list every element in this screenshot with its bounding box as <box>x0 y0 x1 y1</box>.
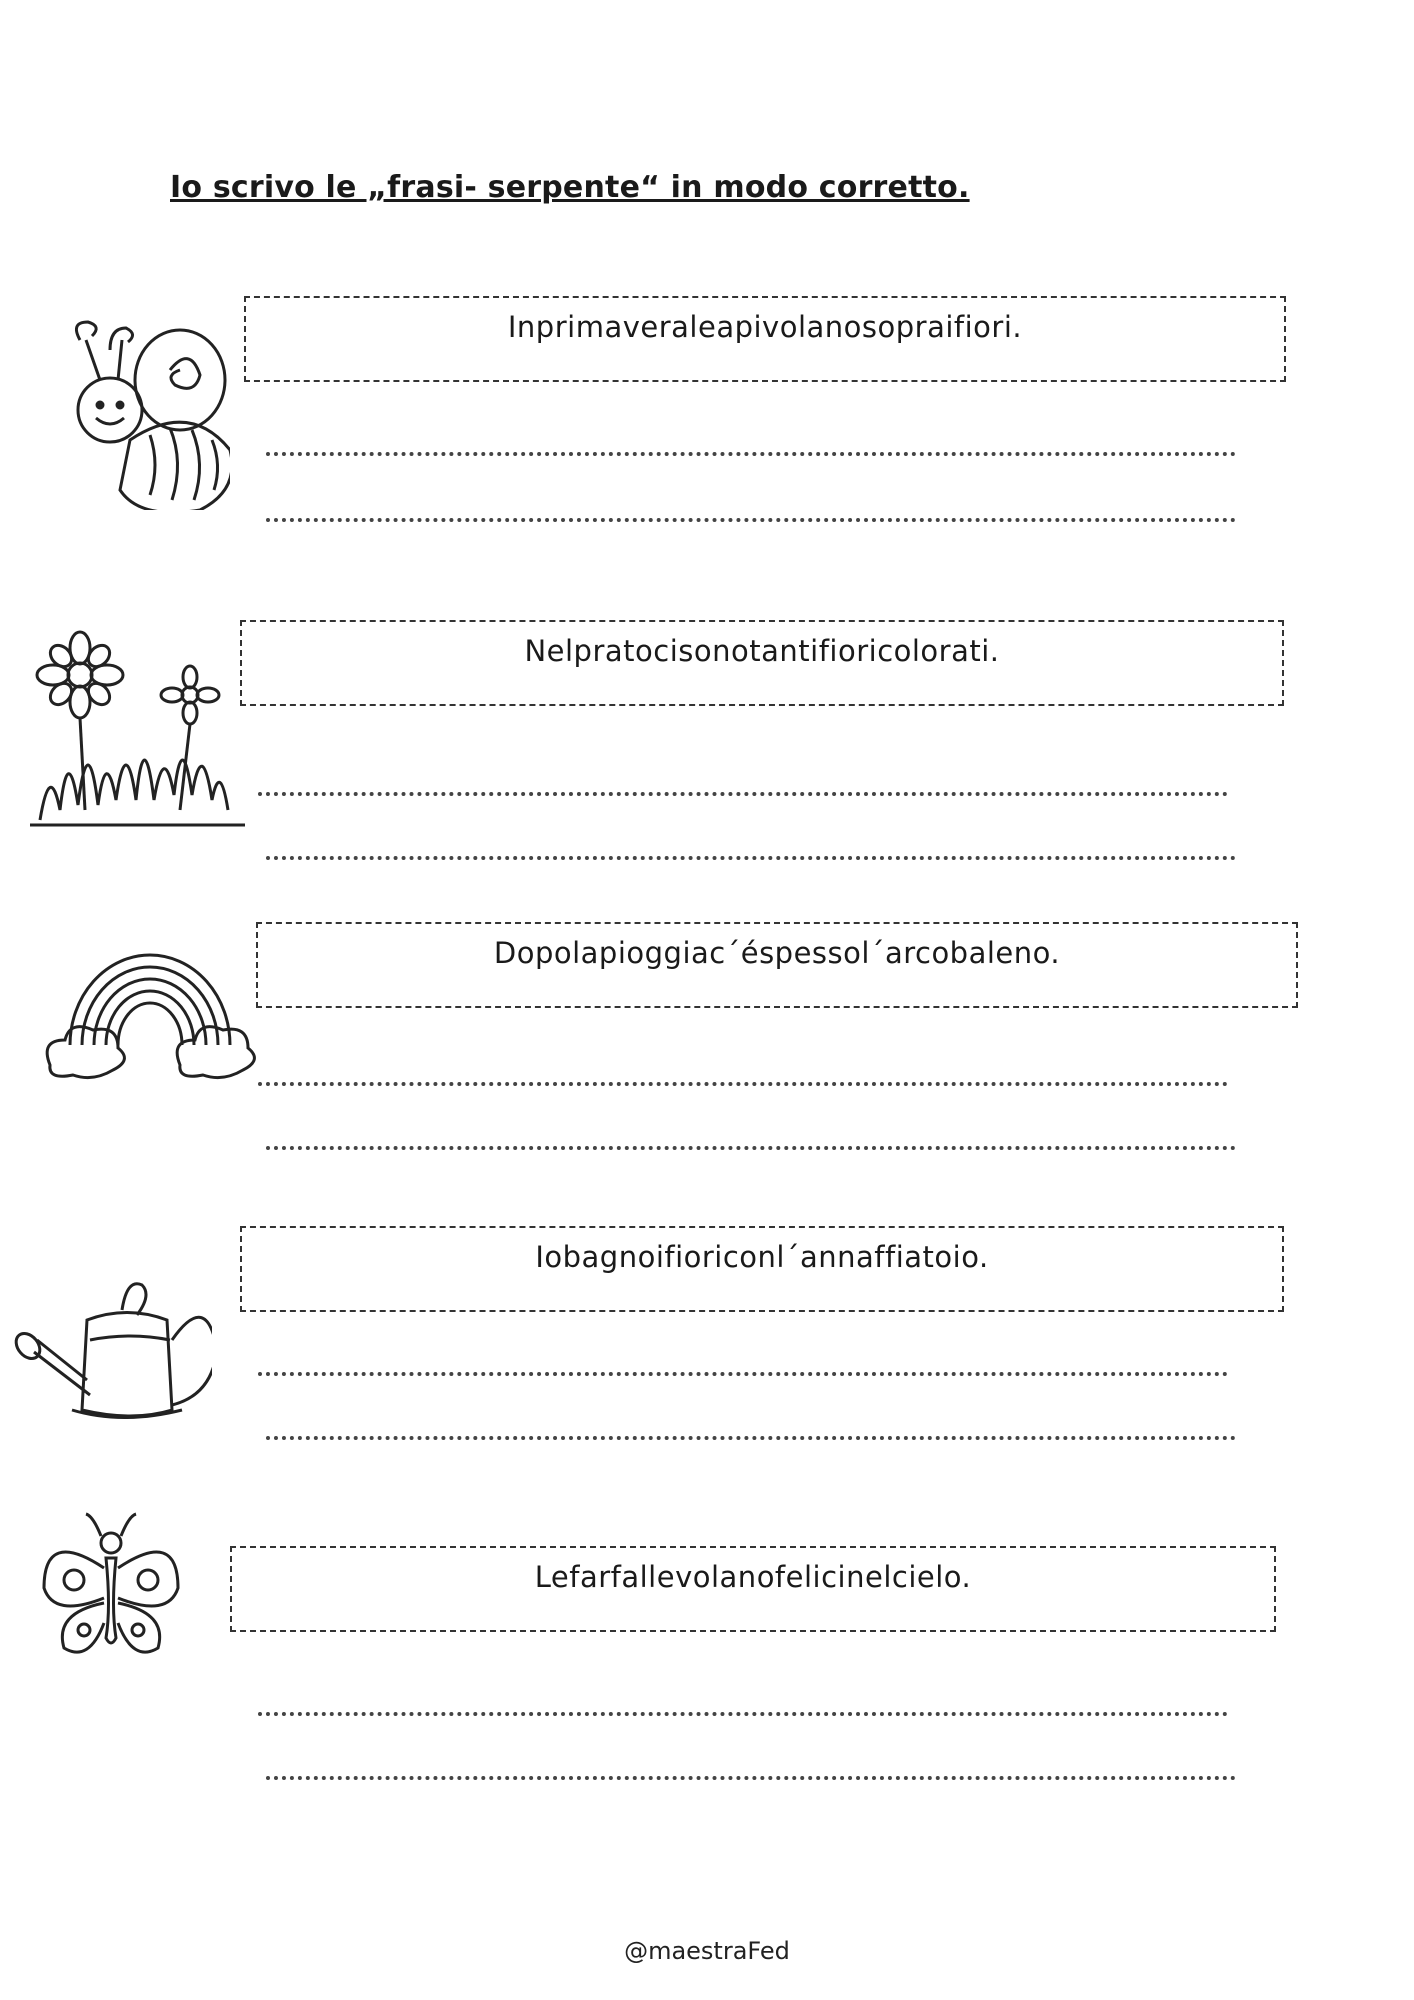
answer-line[interactable] <box>258 792 1228 796</box>
sentence-box <box>240 1226 1284 1312</box>
butterfly-icon <box>36 1508 186 1658</box>
snake-sentence: Nelpratocisonotantifioricolorati. <box>524 634 1000 668</box>
flowers-grass-icon <box>30 630 250 830</box>
answer-line[interactable] <box>266 856 1236 860</box>
watering-can-icon <box>12 1270 212 1430</box>
answer-line[interactable] <box>266 452 1236 456</box>
answer-line[interactable] <box>266 518 1236 522</box>
rainbow-icon <box>40 945 260 1085</box>
sentence-box <box>244 296 1286 382</box>
sentence-box <box>256 922 1298 1008</box>
worksheet-title: Io scrivo le „frasi- serpente“ in modo corretto. <box>170 170 970 205</box>
author-credit: @maestraFed <box>624 1937 790 1965</box>
answer-line[interactable] <box>266 1146 1236 1150</box>
snake-sentence: Iobagnoifioriconl´annaffiatoio. <box>535 1240 989 1274</box>
snake-sentence: Inprimaveraleapivolanosopraifiori. <box>507 310 1023 344</box>
answer-line[interactable] <box>258 1082 1228 1086</box>
answer-line[interactable] <box>266 1436 1236 1440</box>
snail-icon <box>50 310 230 510</box>
answer-line[interactable] <box>258 1712 1228 1716</box>
snake-sentence: Dopolapioggiac´éspessol´arcobaleno. <box>493 936 1061 970</box>
sentence-box <box>230 1546 1276 1632</box>
sentence-box <box>240 620 1284 706</box>
answer-line[interactable] <box>258 1372 1228 1376</box>
snake-sentence: Lefarfallevolanofelicinelcielo. <box>534 1560 972 1594</box>
answer-line[interactable] <box>266 1776 1236 1780</box>
